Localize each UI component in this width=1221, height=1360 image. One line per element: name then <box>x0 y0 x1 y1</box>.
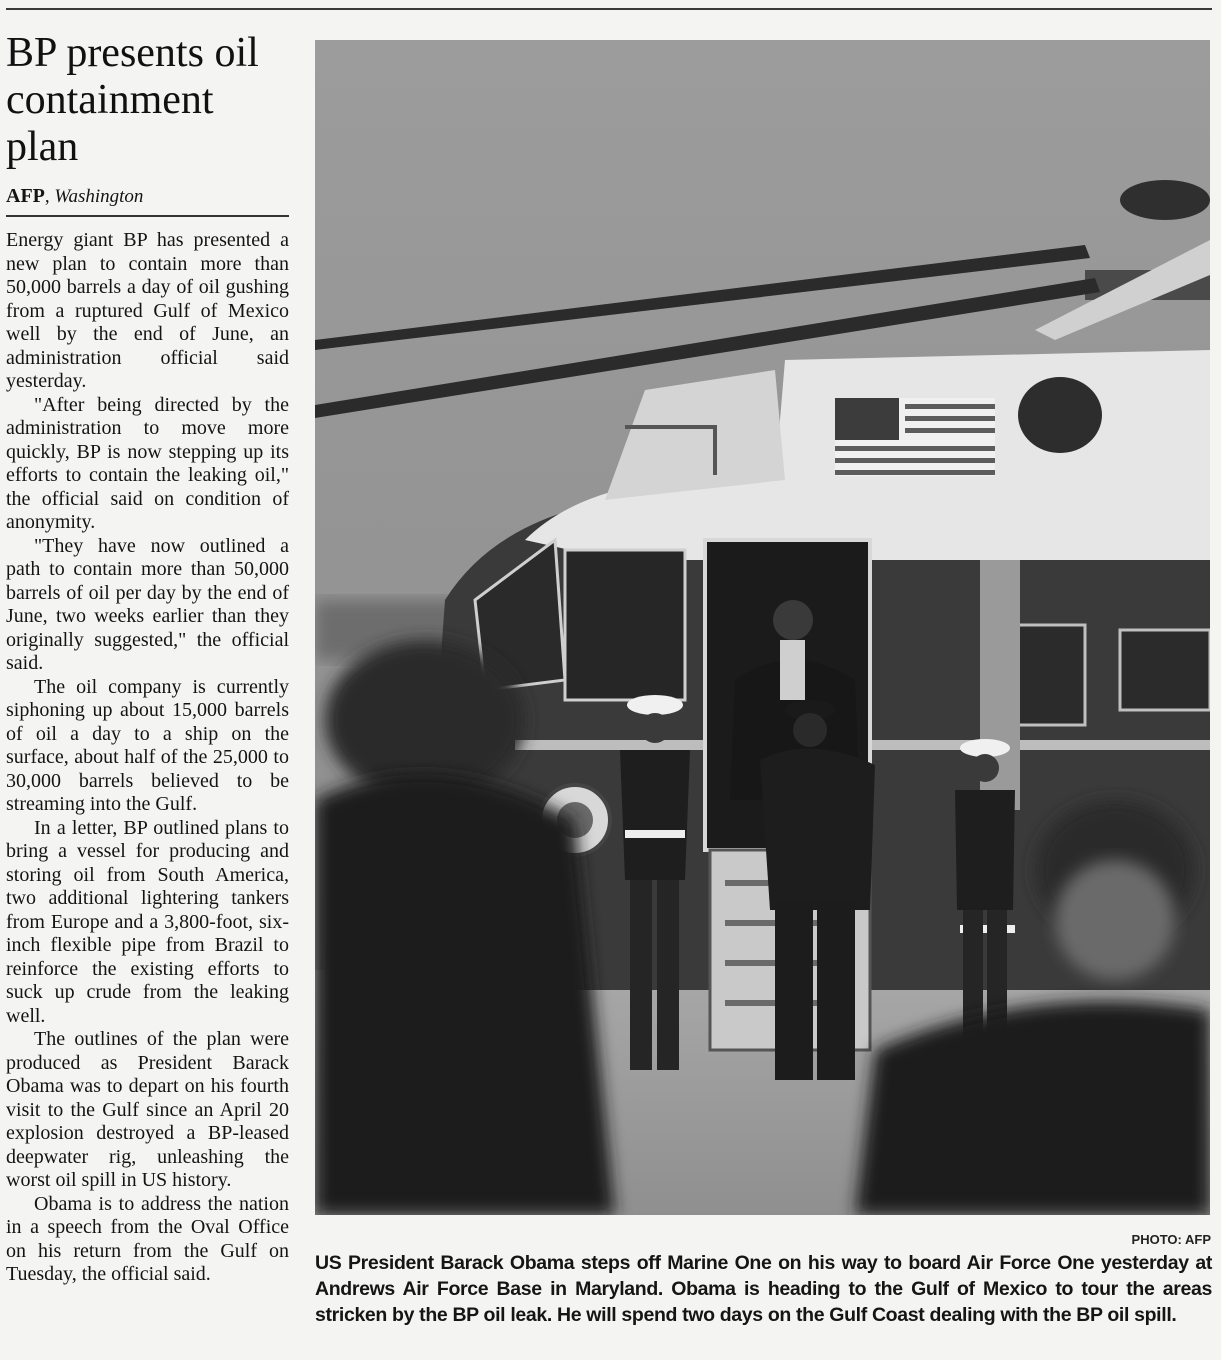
paragraph: In a letter, BP outlined plans to bring a vessel for producing and storing oil from South America, two additional lightering tankers from Europe and a 3,800-foot, six-inch flexible pipe from Brazil to reinforce the existing efforts to suck up crude from the leaking well. <box>6 816 289 1027</box>
paragraph: "They have now outlined a path to contain more than 50,000 barrels of oil per day by the end of June, two weeks earlier than they originally suggested," the official said. <box>6 534 289 674</box>
article-body <box>6 229 289 1287</box>
byline-place: Washington <box>54 186 144 207</box>
news-photo <box>315 40 1210 1215</box>
byline-rule <box>6 215 289 217</box>
photo-caption: US President Barack Obama steps off Marine One on his way to board Air Force One yesterday at Andrews Air Force Base in Maryland. Obama is heading to the Gulf of Mexico to tour the areas stricken by the BP oil leak. He will spend two days on the Gulf Coast dealing with the BP oil spill. <box>315 1252 1212 1326</box>
photo-illustration <box>315 40 1210 1215</box>
headline: BP presents oil containment plan <box>6 30 259 170</box>
flag-decal <box>835 398 995 476</box>
paragraph: The oil company is currently siphoning up about 15,000 barrels of oil a day to a ship on the surface, about half of the 25,000 to 30,000 barrels believed to be streaming into the Gulf. <box>6 675 289 815</box>
byline-agency: AFP <box>6 185 45 207</box>
paragraph: Obama is to address the nation in a speech from the Oval Office on his return from the Gulf on Tuesday, the official said. <box>6 1192 289 1285</box>
paragraph: Energy giant BP has presented a new plan to contain more than 50,000 barrels a day of oil gushing from a ruptured Gulf of Mexico well by the end of June, an administration official said yesterday. <box>6 229 289 392</box>
photo-credit: PHOTO: AFP <box>1131 1232 1211 1247</box>
byline-comma: , <box>44 186 55 207</box>
byline <box>6 185 289 208</box>
paragraph: The outlines of the plan were produced as President Barack Obama was to depart on his fourth visit to the Gulf since an April 20 explosion destroyed a BP-leased deepwater rig, unleashing the worst oil spill in US history. <box>6 1028 289 1191</box>
article-column <box>6 30 289 1287</box>
top-rule <box>6 8 1212 10</box>
paragraph: "After being directed by the administration to move more quickly, BP is now stepping up its efforts to contain the leaking oil," the official said on condition of anonymity. <box>6 393 289 533</box>
